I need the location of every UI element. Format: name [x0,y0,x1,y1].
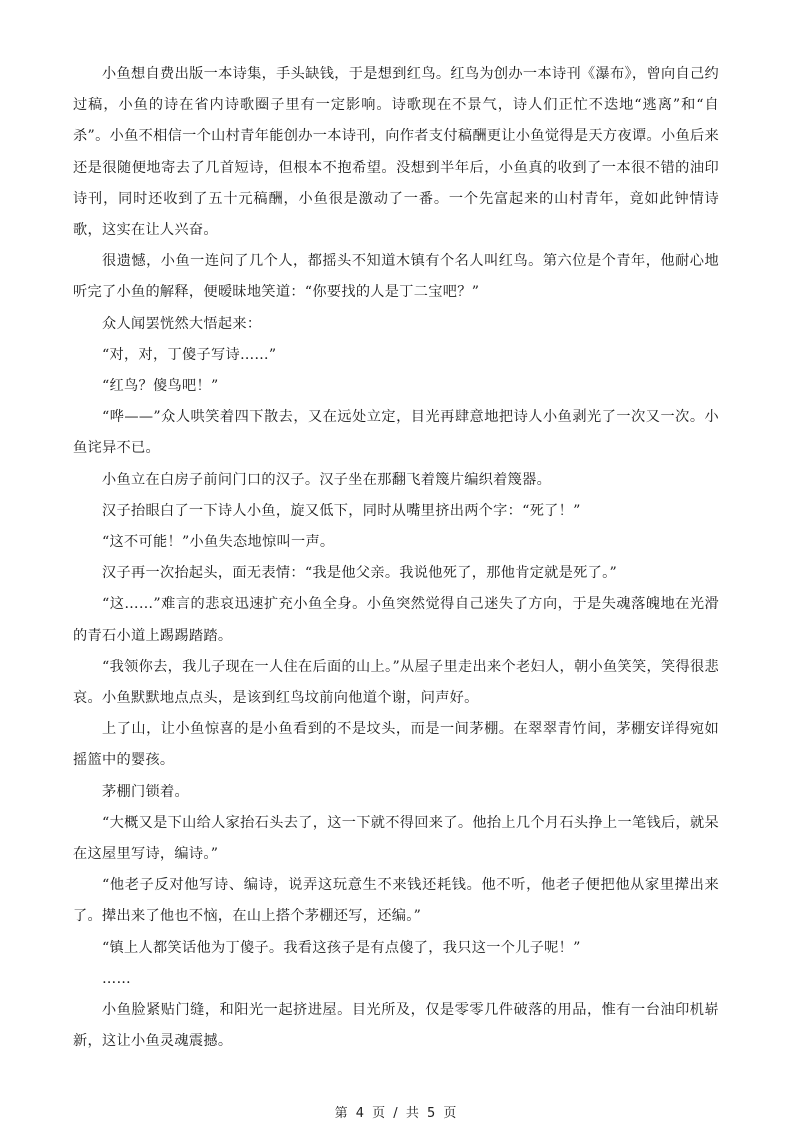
paragraph: “镇上人都笑话他为丁傻子。我看这孩子是有点傻了，我只这一个儿子呢！” [102,939,581,956]
paragraph: “这不可能！”小鱼失态地惊叫一声。 [102,534,335,551]
paragraph: 汉子再一次抬起头，面无表情：“我是他父亲。我说他死了，那他肯定就是死了。” [102,565,618,582]
paragraph: “大概又是下山给人家抬石头去了，这一下就不得回来了。他抬上几个月石头挣上一笔钱后，就呆在这屋里写诗，编诗。” [73,814,719,863]
paragraph: “这……”难言的悲哀迅速扩充小鱼全身。小鱼突然觉得自己迷失了方向，于是失魂落魄地在光滑的青石小道上踢踢踏踏。 [73,596,719,644]
ellipsis-line: …… [102,970,131,987]
paragraph: 小鱼立在白房子前问门口的汉子。汉子坐在那翻飞着篾片编织着篾器。 [102,471,552,488]
paragraph: 很遗憾，小鱼一连问了几个人，都摇头不知道木镇有个名人叫红鸟。第六位是个青年，他耐心地听完了小鱼的解释，便暧昧地笑道：“你要找的人是丁二宝吧？” [73,253,719,301]
paragraph: “哗——”众人哄笑着四下散去，又在远处立定，目光再肆意地把诗人小鱼剥光了一次又一次。小鱼诧异不已。 [73,409,719,457]
paragraph: 上了山，让小鱼惊喜的是小鱼看到的不是坟头，而是一间茅棚。在翠翠青竹间，茅棚安详得宛如摇篮中的婴孩。 [73,721,719,769]
paragraph: 小鱼想自费出版一本诗集，手头缺钱，于是想到红鸟。红鸟为创办一本诗刊《瀑布》，曾向自己约过稿，小鱼的诗在省内诗歌圈子里有一定影响。诗歌现在不景气，诗人们正忙不迭地“逃离”和“自杀”。小鱼不相信一个山村青年能创办一本诗刊，向作者支付稿酬更让小鱼觉得是天方夜谭。小鱼后来还是很随便地寄去了几首短诗，但根本不抱希望。没想到半年后，小鱼真的收到了一本很不错的油印诗刊，同时还收到了五十元稿酬，小鱼很是激动了一番。一个先富起来的山村青年，竟如此钟情诗歌，这实在让人兴奋。 [73,66,719,239]
paragraph: 众人闻罢恍然大悟起来： [102,315,262,332]
paragraph: 茅棚门锁着。 [102,783,189,800]
paragraph: “我领你去，我儿子现在一人住在后面的山上。”从屋子里走出来个老妇人，朝小鱼笑笑，笑得很悲哀。小鱼默默地点点头，是该到红鸟坟前向他道个谢，问声好。 [73,658,719,707]
paragraph: “红鸟？傻鸟吧！” [102,378,219,395]
paragraph: 小鱼脸紧贴门缝，和阳光一起挤进屋。目光所及，仅是零零几件破落的用品，惟有一台油印机崭新，这让小鱼灵魂震撼。 [73,1002,719,1050]
paragraph: “对，对，丁傻子写诗……” [102,346,277,363]
paragraph: “他老子反对他写诗、编诗，说弄这玩意生不来钱还耗钱。他不听，他老子便把他从家里撵出来了。撵出来了他也不恼，在山上搭个茅棚还写，还编。” [73,877,719,925]
paragraph: 汉子抬眼白了一下诗人小鱼，旋又低下，同时从嘴里挤出两个字：“死了！” [102,502,581,519]
document-body [73,59,719,1058]
page-number-footer: 第 4 页 / 共 5 页 [334,1106,459,1121]
